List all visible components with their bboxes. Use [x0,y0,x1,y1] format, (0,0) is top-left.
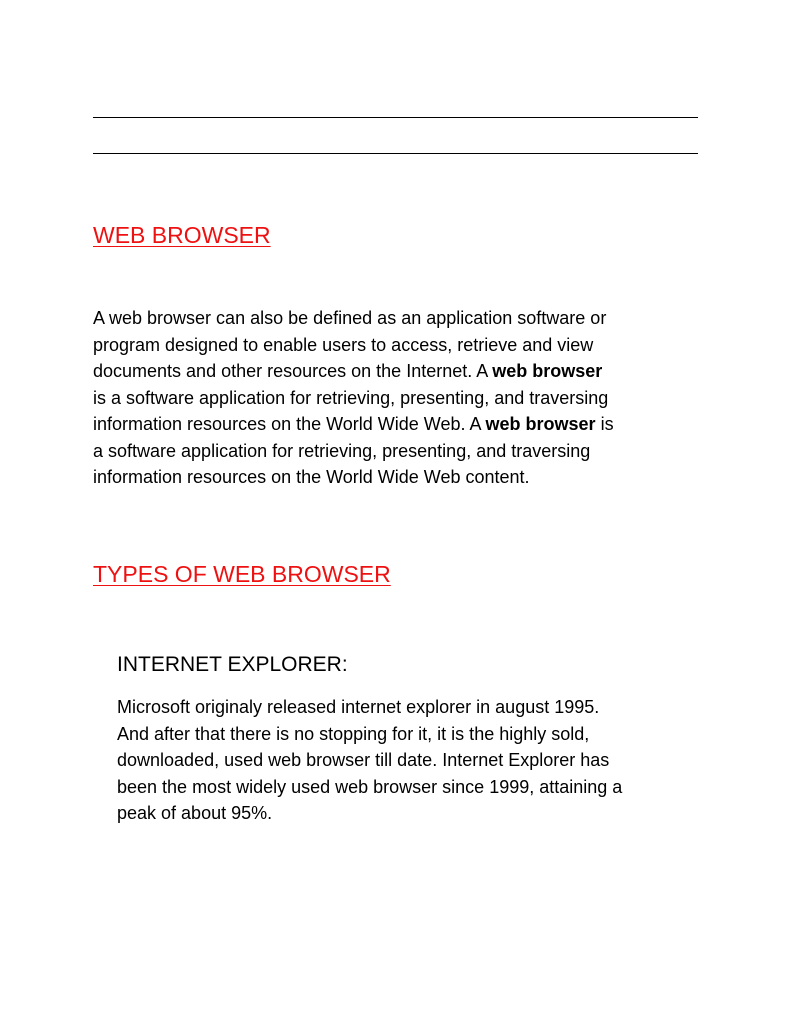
text-run: program designed to enable users to access, retrieve and view [93,334,594,355]
text-run: documents and other resources on the Internet. A [93,361,493,381]
text-run: information resources on the World Wide Web. A [93,414,486,434]
header-rule-bottom [93,153,698,154]
text-run: a software application for retrieving, presenting, and traversing [93,440,591,461]
paragraph-line [117,774,707,801]
header-rule-top [93,117,698,118]
paragraph-line [93,358,705,385]
paragraph-line [93,464,705,491]
web-browser-paragraph [93,305,705,491]
paragraph-line [93,385,705,412]
text-run: downloaded, used web browser till date. Internet Explorer has [117,750,610,770]
section-heading-web-browser: WEB BROWSER [93,222,271,248]
text-run: A web browser can also be defined as an application software or [93,308,607,328]
text-run: is a software application for retrieving, presenting, and traversing [93,387,609,408]
bold-term: web browser [485,414,596,434]
text-run: been the most widely used web browser since 1999, attaining a [117,776,623,797]
text-run: peak of about 95%. [117,803,273,823]
internet-explorer-paragraph [117,694,707,827]
text-run: And after that there is no stopping for it, it is the highly sold, [117,723,590,744]
paragraph-line [117,800,707,827]
subheading-internet-explorer: INTERNET EXPLORER: [117,653,348,676]
text-run: Microsoft originaly released internet explorer in august 1995. [117,697,600,717]
paragraph-line [117,694,707,721]
paragraph-line [93,438,705,465]
paragraph-line [93,332,705,359]
paragraph-line [93,411,705,438]
paragraph-line [117,747,707,774]
bold-term: web browser [492,361,603,381]
paragraph-line [93,305,705,332]
text-run: is [595,414,614,434]
text-run: information resources on the World Wide Web content. [93,467,530,487]
section-heading-types-of-web-browser: TYPES OF WEB BROWSER [93,561,391,587]
paragraph-line [117,721,707,748]
